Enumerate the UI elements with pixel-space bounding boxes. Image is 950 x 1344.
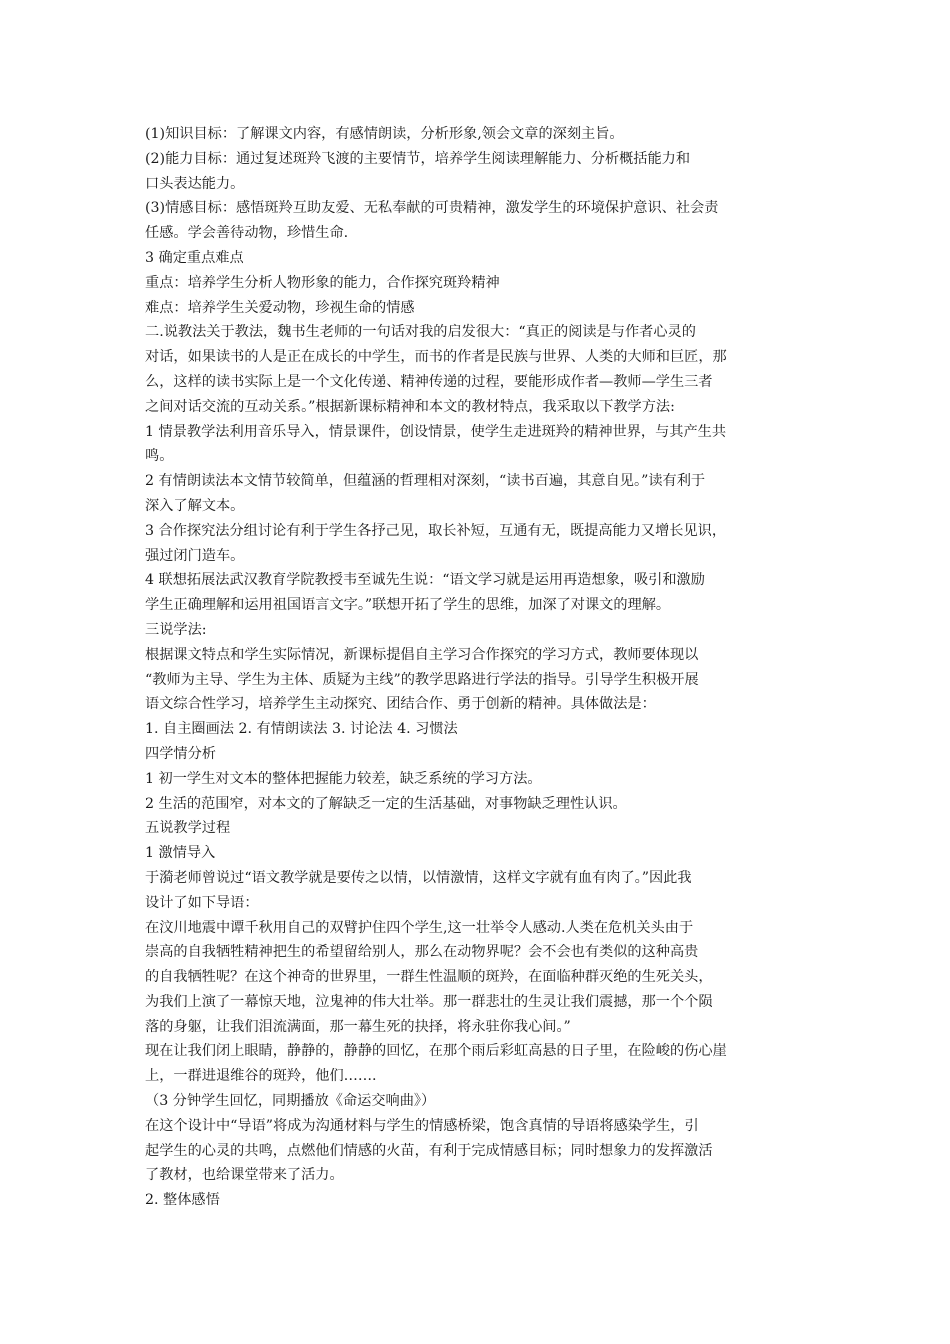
subsection-heading: 1 激情导入 (145, 845, 216, 862)
text-line: 为我们上演了一幕惊天地，泣鬼神的伟大壮举。那一群悲壮的生灵让我们震撼，那一个个陨 (145, 993, 713, 1010)
text-line: 之间对话交流的互动关系。”根据新课标精神和本文的教材特点，我采取以下教学方法: (145, 398, 675, 415)
text-line: 学生正确理解和运用祖国语言文字。”联想开拓了学生的思维，加深了对课文的理解。 (145, 597, 671, 614)
text-line: 2 生活的范围窄，对本文的了解缺乏一定的生活基础，对事物缺乏理性认识。 (145, 795, 627, 812)
text-line: 4 联想拓展法武汉教育学院教授韦至诚先生说：“语文学习就是运用再造想象，吸引和激励 (145, 572, 705, 589)
text-line: 语文综合性学习，培养学生主动探究、团结合作、勇于创新的精神。具体做法是： (145, 696, 656, 713)
text-line: 任感。学会善待动物，珍惜生命. (145, 225, 349, 242)
text-line: 对话，如果读书的人是正在成长的中学生，而书的作者是民族与世界、人类的大师和巨匠，那 (145, 349, 727, 366)
text-line: 的自我牺牲呢？在这个神奇的世界里，一群生性温顺的斑羚，在面临种群灭绝的生死关头， (145, 969, 713, 986)
text-line: 1 初一学生对文本的整体把握能力较差，缺乏系统的学习方法。 (145, 770, 542, 787)
text-line: 难点：培养学生关爱动物，珍视生命的情感 (145, 299, 415, 316)
subsection-heading: 2. 整体感悟 (145, 1192, 220, 1209)
text-line: 1 情景教学法利用音乐导入，情景课件，创设情景，使学生走进斑羚的精神世界，与其产生共 (145, 423, 727, 440)
text-line: 上，一群进退维谷的斑羚，他们……. (145, 1068, 377, 1085)
text-line: （3 分钟学生回忆，同期播放《命运交响曲》） (145, 1093, 436, 1110)
section-heading: 三说学法: (145, 621, 207, 638)
document-page (145, 122, 825, 1213)
text-line: 了教材，也给课堂带来了活力。 (145, 1167, 344, 1184)
text-line: “教师为主导、学生为主体、质疑为主线”的教学思路进行学法的指导。引导学生积极开展 (145, 671, 699, 688)
text-line: 深入了解文本。 (145, 497, 245, 514)
section-heading: 二.说教法关于教法，魏书生老师的一句话对我的启发很大：“真正的阅读是与作者心灵的 (145, 324, 696, 341)
text-line: (1)知识目标：了解课文内容，有感情朗读，分析形象,领会文章的深刻主旨。 (145, 126, 624, 142)
text-line: 鸣。 (145, 448, 174, 465)
text-line: 么，这样的读书实际上是一个文化传递、精神传递的过程，要能形成作者—教师—学生三者 (145, 373, 713, 390)
section-heading: 四学情分析 (145, 745, 216, 762)
text-line: 现在让我们闭上眼睛，静静的，静静的回忆，在那个雨后彩虹高悬的日子里，在险峻的伤心崖 (145, 1043, 727, 1060)
text-line: 设计了如下导语： (145, 894, 259, 911)
text-line: 在汶川地震中谭千秋用自己的双臂护住四个学生,这一壮举令人感动.人类在危机关头由于 (145, 919, 694, 936)
text-line: 在这个设计中“导语”将成为沟通材料与学生的情感桥梁，饱含真情的导语将感染学生，引 (145, 1117, 699, 1134)
text-line: 3 合作探究法分组讨论有利于学生各抒己见，取长补短，互通有无，既提高能力又增长见识， (145, 522, 727, 539)
text-line: (3)情感目标：感悟斑羚互助友爱、无私奉献的可贵精神，激发学生的环境保护意识、社会责 (145, 200, 719, 217)
text-line: 起学生的心灵的共鸣，点燃他们情感的火苗，有利于完成情感目标；同时想象力的发挥激活 (145, 1142, 713, 1159)
text-line: 于漪老师曾说过“语文教学就是要传之以情，以情激情，这样文字就有血有肉了。”因此我 (145, 869, 692, 886)
section-heading: 3 确定重点难点 (145, 249, 244, 266)
section-heading: 五说教学过程 (145, 820, 231, 837)
text-line: 口头表达能力。 (145, 175, 245, 192)
text-line: 1. 自主圈画法 2. 有情朗读法 3. 讨论法 4. 习惯法 (145, 721, 458, 738)
text-line: 强过闭门造车。 (145, 547, 245, 564)
text-line: (2)能力目标：通过复述斑羚飞渡的主要情节，培养学生阅读理解能力、分析概括能力和 (145, 150, 691, 167)
text-line: 重点：培养学生分析人物形象的能力，合作探究斑羚精神 (145, 274, 500, 291)
text-line: 崇高的自我牺牲精神把生的希望留给别人，那么在动物界呢？会不会也有类似的这种高贵 (145, 944, 699, 961)
text-line: 落的身躯，让我们泪流满面，那一幕生死的抉择，将永驻你我心间。” (145, 1018, 571, 1035)
text-line: 根据课文特点和学生实际情况，新课标提倡自主学习合作探究的学习方式，教师要体现以 (145, 646, 699, 663)
text-line: 2 有情朗读法本文情节较简单，但蕴涵的哲理相对深刻，“读书百遍，其意自见。”读有利于 (145, 473, 706, 490)
